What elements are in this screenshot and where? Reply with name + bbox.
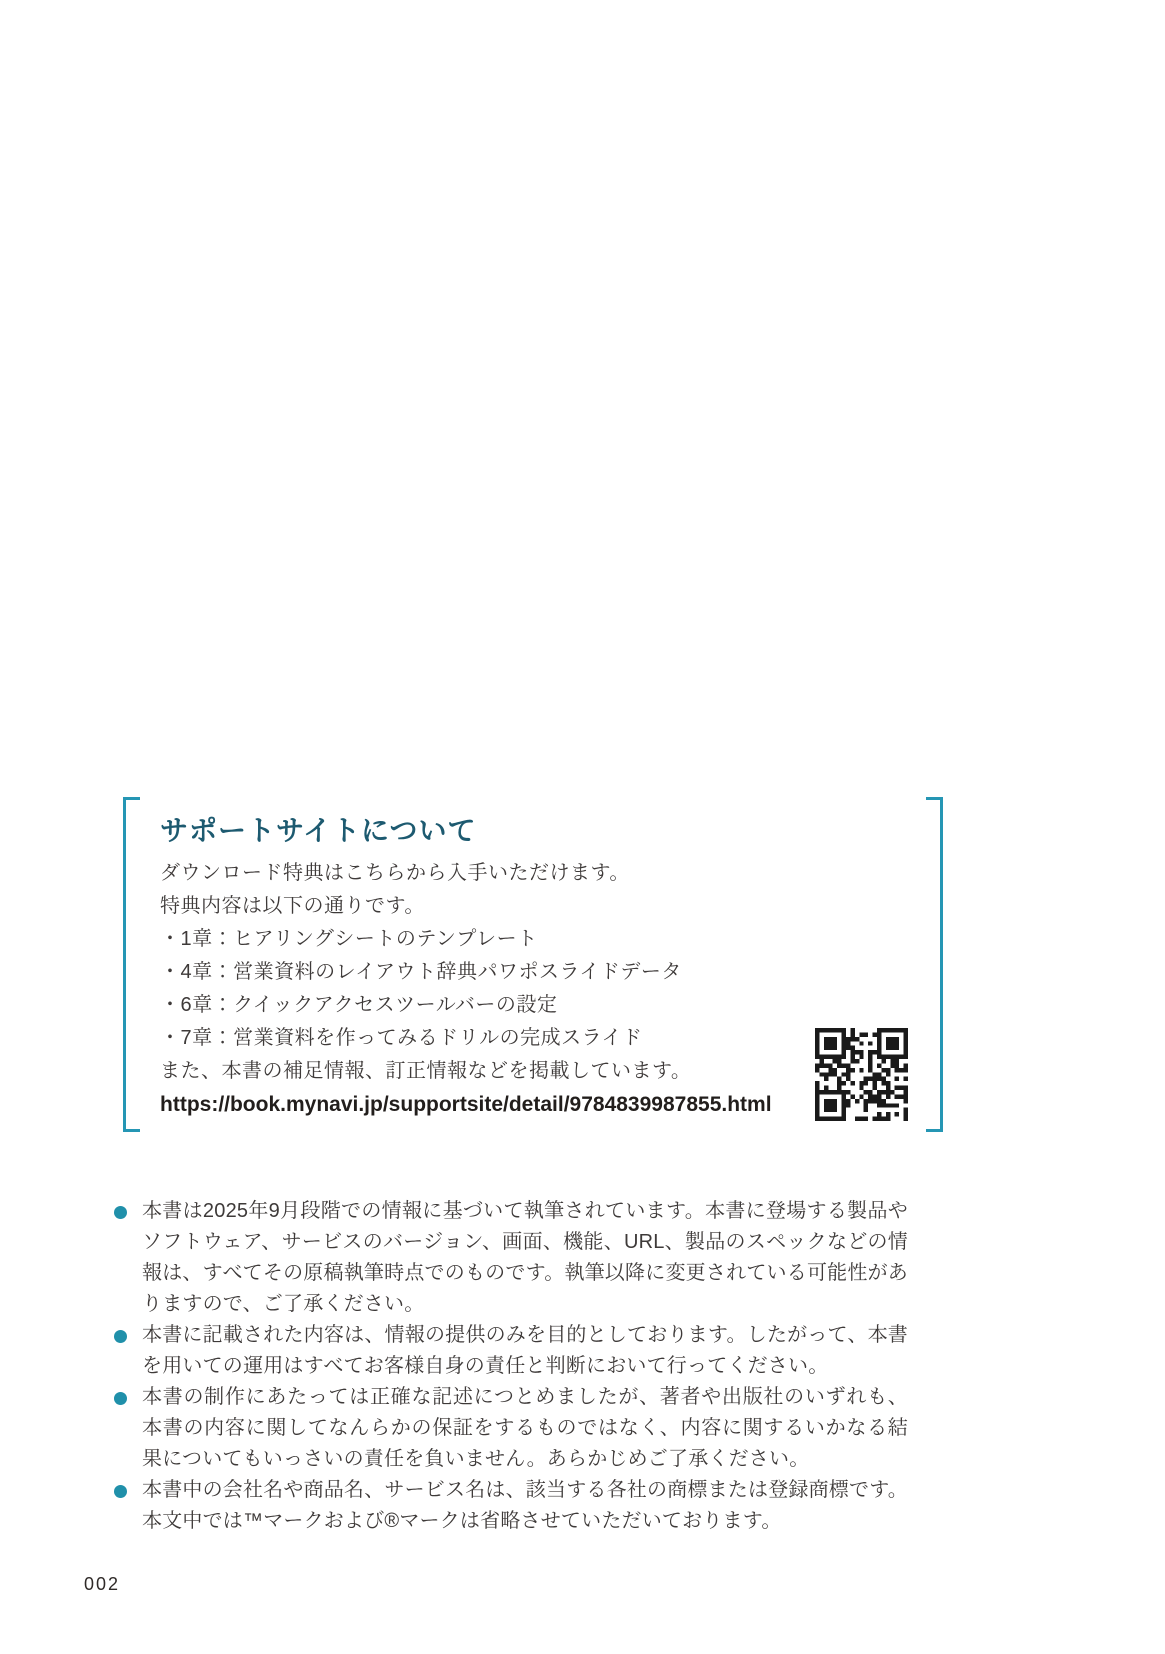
support-line-ch4: ・4章：営業資料のレイアウト辞典パワポスライドデータ: [160, 961, 682, 983]
note-item: [114, 1382, 909, 1475]
support-site-url: https://book.mynavi.jp/supportsite/detail/9784839987855.html: [160, 1093, 772, 1116]
note-text: 本書は2025年9月段階での情報に基づいて執筆されています。本書に登場する製品やソフトウェア、サービスのバージョン、画面、機能、URL、製品のスペックなどの情報は、すべてその原稿執筆時点でのものです。執筆以降に変更されている可能性がありますので、ご了承ください。: [142, 1200, 908, 1315]
support-site-box: [123, 797, 943, 1132]
support-line-contents: 特典内容は以下の通りです。: [160, 895, 425, 917]
support-line-ch1: ・1章：ヒアリングシートのテンプレート: [160, 928, 538, 950]
note-text: 本書中の会社名や商品名、サービス名は、該当する各社の商標または登録商標です。本文中では™マークおよび®マークは省略させていただいております。: [142, 1479, 908, 1532]
note-text: 本書に記載された内容は、情報の提供のみを目的としております。したがって、本書を用いての運用はすべてお客様自身の責任と判断において行ってください。: [142, 1324, 908, 1377]
support-site-body: [160, 857, 800, 1121]
support-line-ch7: ・7章：営業資料を作ってみるドリルの完成スライド: [160, 1027, 643, 1049]
disclaimer-notes-list: [114, 1196, 909, 1537]
qr-code-icon: [815, 1028, 908, 1121]
support-line-intro: ダウンロード特典はこちらから入手いただけます。: [160, 862, 630, 884]
bullet-dot-icon: [114, 1392, 127, 1405]
page-number: 002: [84, 1574, 121, 1594]
bullet-dot-icon: [114, 1330, 127, 1343]
bullet-dot-icon: [114, 1206, 127, 1219]
bullet-dot-icon: [114, 1485, 127, 1498]
support-site-title: サポートサイトについて: [160, 815, 477, 846]
note-item: [114, 1196, 909, 1320]
note-item: [114, 1320, 909, 1382]
support-line-errata: また、本書の補足情報、訂正情報などを掲載しています。: [160, 1060, 692, 1082]
bracket-right-decoration: [926, 797, 943, 1132]
support-line-ch6: ・6章：クイックアクセスツールバーの設定: [160, 994, 558, 1016]
note-item: [114, 1475, 909, 1537]
bracket-left-decoration: [123, 797, 140, 1132]
note-text: 本書の制作にあたっては正確な記述につとめましたが、著者や出版社のいずれも、本書の内容に関してなんらかの保証をするものではなく、内容に関するいかなる結果についてもいっさいの責任を負いません。あらかじめご了承ください。: [142, 1386, 908, 1470]
